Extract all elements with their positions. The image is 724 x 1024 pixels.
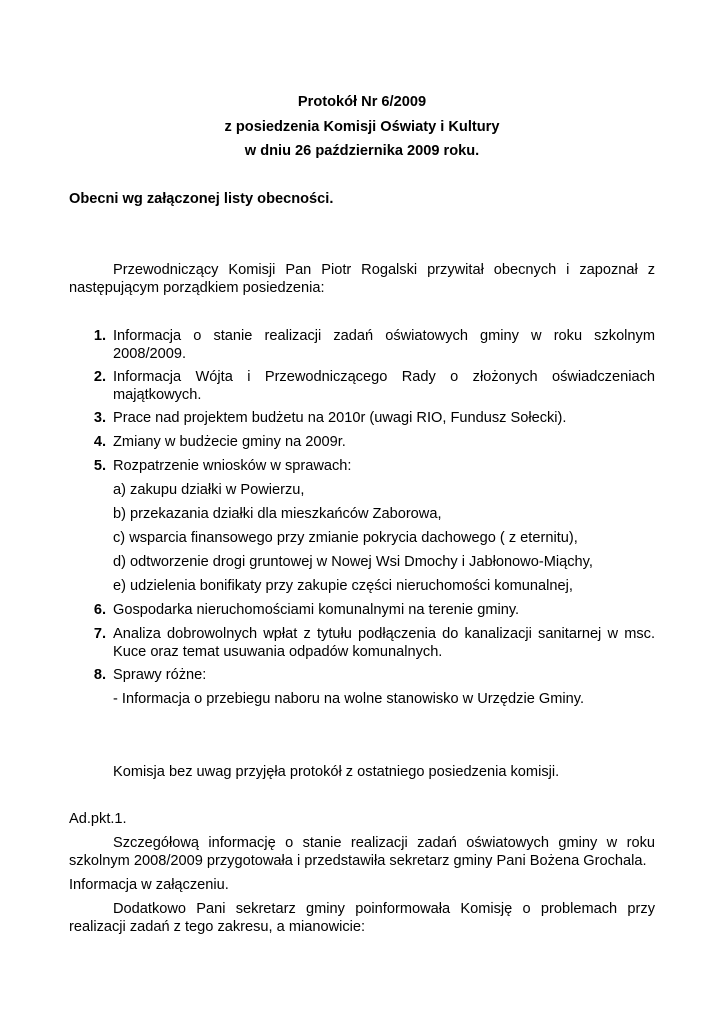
section-para-2-line-1: Dodatkowo Pani sekretarz gminy poinformowała Komisję o problemach przy <box>113 901 655 917</box>
agenda-item-number: 4. <box>93 434 106 450</box>
agenda-item-text: Prace nad projektem budżetu na 2010r (uwagi RIO, Fundusz Sołecki). <box>113 410 567 426</box>
agenda-item-text-cont: majątkowych. <box>113 387 202 403</box>
section-heading: Ad.pkt.1. <box>69 811 127 827</box>
section-para-1-line-2: szkolnym 2008/2009 przygotowała i przedstawiła sekretarz gminy Pani Bożena Grochala. <box>69 853 647 869</box>
agenda-item-number: 6. <box>93 602 106 618</box>
section-para-2-line-2: realizacji zadań z tego zakresu, a mianowicie: <box>69 919 366 935</box>
agenda-item-number: 3. <box>93 410 106 426</box>
intro-line-1: Przewodniczący Komisji Pan Piotr Rogalski przywitał obecnych i zapoznał z <box>113 262 655 278</box>
agenda-item-text: Rozpatrzenie wniosków w sprawach: <box>113 458 352 474</box>
commission-note: Komisja bez uwag przyjęła protokół z ostatniego posiedzenia komisji. <box>113 764 560 780</box>
agenda-subitem: d) odtworzenie drogi gruntowej w Nowej Wsi Dmochy i Jabłonowo-Miąchy, <box>113 554 593 570</box>
protocol-subtitle: z posiedzenia Komisji Oświaty i Kultury <box>224 119 500 135</box>
agenda-subitem: - Informacja o przebiegu naboru na wolne stanowisko w Urzędzie Gminy. <box>113 691 585 707</box>
agenda-item-text: Zmiany w budżecie gminy na 2009r. <box>113 434 346 450</box>
agenda-subitem: c) wsparcia finansowego przy zmianie pokrycia dachowego ( z eternitu), <box>113 530 578 546</box>
agenda-item-number: 5. <box>93 458 106 474</box>
agenda-item-text: Analiza dobrowolnych wpłat z tytułu podłączenia do kanalizacji sanitarnej w msc. <box>113 626 655 642</box>
agenda-item-number: 8. <box>93 667 106 683</box>
agenda-subitem: b) przekazania działki dla mieszkańców Zaborowa, <box>113 506 442 522</box>
agenda-item-number: 2. <box>93 369 106 385</box>
agenda-item-text: Sprawy różne: <box>113 667 207 683</box>
section-info-note: Informacja w załączeniu. <box>69 877 229 893</box>
agenda-item-text: Gospodarka nieruchomościami komunalnymi na terenie gminy. <box>113 602 520 618</box>
protocol-date: w dniu 26 października 2009 roku. <box>244 143 480 159</box>
agenda-item-number: 7. <box>93 626 106 642</box>
agenda-item-text: Informacja Wójta i Przewodniczącego Rady o złożonych oświadczeniach <box>113 369 655 385</box>
protocol-title: Protokół Nr 6/2009 <box>297 94 427 110</box>
agenda-subitem: e) udzielenia bonifikaty przy zakupie części nieruchomości komunalnej, <box>113 578 573 594</box>
agenda-item-text-cont: 2008/2009. <box>113 346 187 362</box>
section-para-1-line-1: Szczegółową informację o stanie realizacji zadań oświatowych gminy w roku <box>113 835 655 851</box>
intro-line-2: następującym porządkiem posiedzenia: <box>69 280 325 296</box>
agenda-subitem: a) zakupu działki w Powierzu, <box>113 482 305 498</box>
agenda-item-text-cont: Kuce oraz temat usuwania odpadów komunalnych. <box>113 644 443 660</box>
agenda-item-number: 1. <box>93 328 106 344</box>
attendance-line: Obecni wg załączonej listy obecności. <box>69 191 334 207</box>
agenda-item-text: Informacja o stanie realizacji zadań oświatowych gminy w roku szkolnym <box>113 328 655 344</box>
